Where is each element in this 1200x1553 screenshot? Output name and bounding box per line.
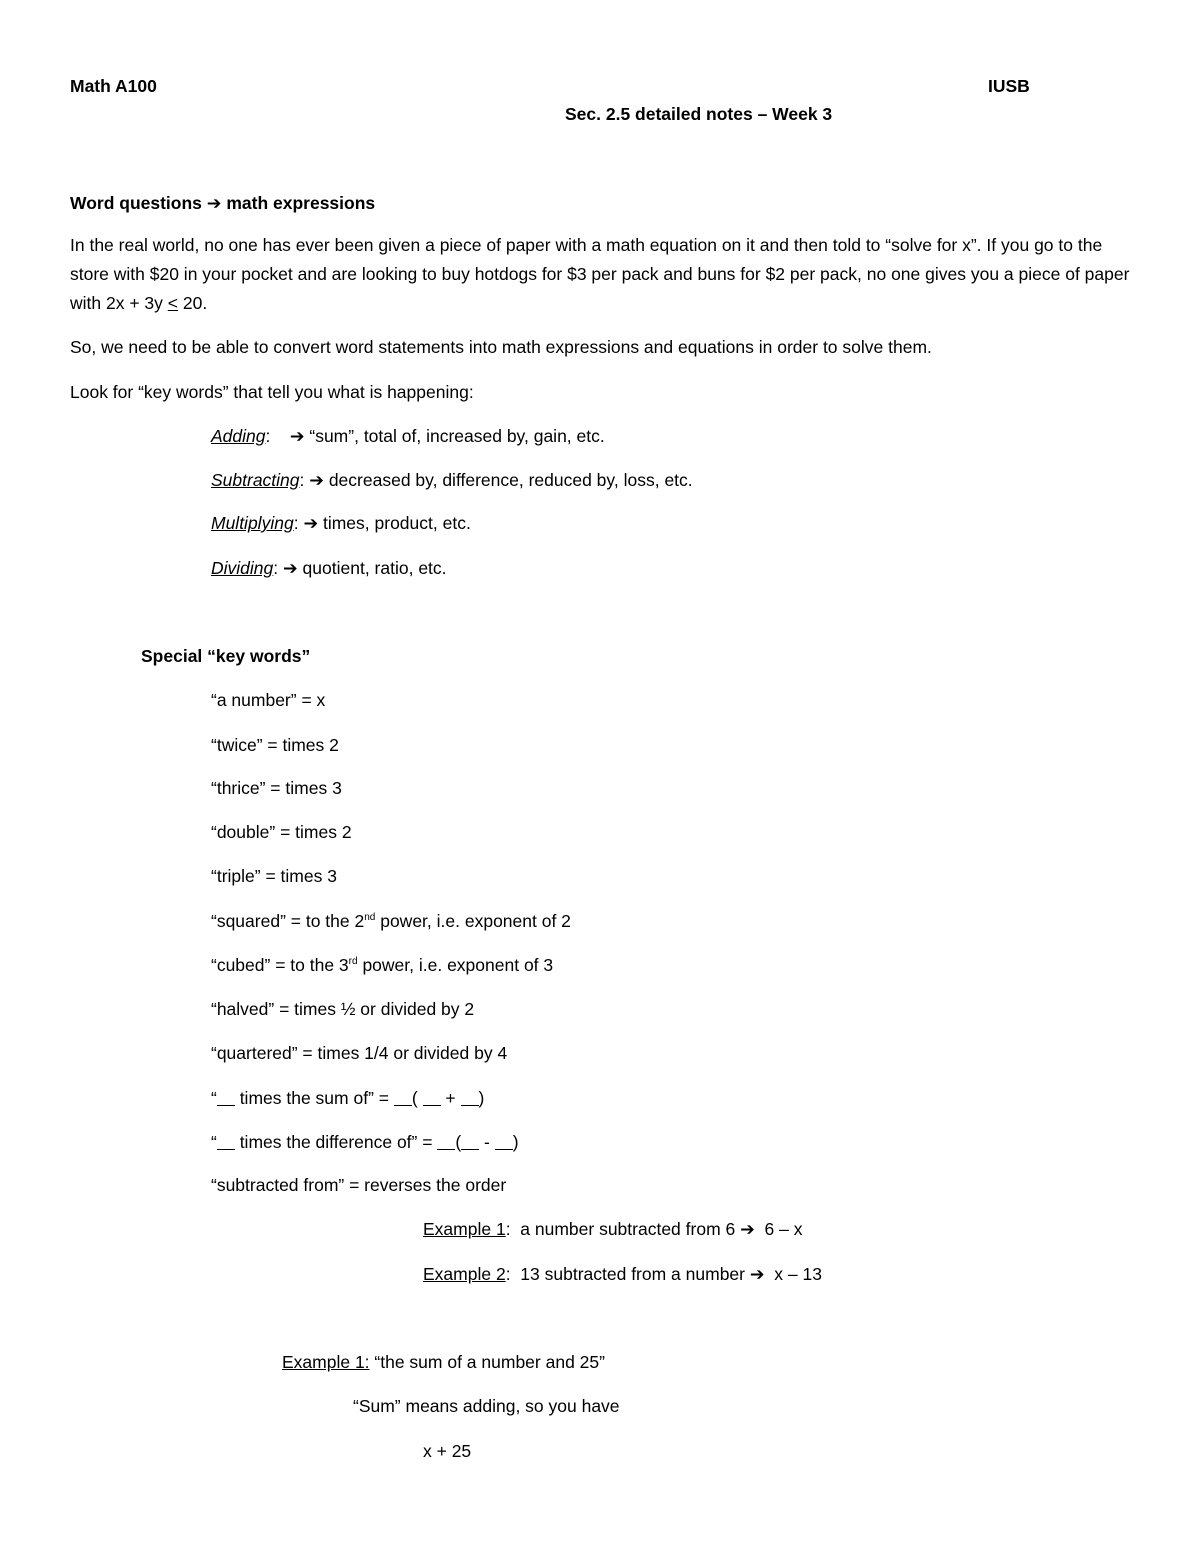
subtracted-example-1	[423, 1218, 802, 1240]
heading-end: math expressions	[226, 193, 376, 213]
key-word-times-sum-of	[211, 1087, 484, 1109]
operation-term: Adding	[211, 426, 266, 446]
example-text: “the sum of a number and 25”	[369, 1352, 605, 1372]
key-word-item: “triple” = times 3	[211, 866, 337, 886]
difference-of-close: )	[512, 1132, 519, 1152]
sum-of-paren: (	[411, 1088, 423, 1108]
arrow-icon: ➔	[206, 193, 222, 213]
key-word-subtracted-from: “subtracted from” = reverses the order	[211, 1175, 507, 1195]
key-word-times-difference-of	[211, 1131, 519, 1153]
example-text: 13 subtracted from a number	[510, 1264, 750, 1284]
cubed-sup: rd	[348, 956, 358, 967]
blank-line	[461, 1135, 479, 1150]
operation-term: Multiplying	[211, 513, 294, 533]
heading-start: Word questions	[70, 193, 202, 213]
sum-of-plus: +	[440, 1088, 461, 1108]
key-word-item: “twice” = times 2	[211, 735, 339, 755]
key-word-item: “thrice” = times 3	[211, 778, 342, 798]
final-example-explanation: “Sum” means adding, so you have	[353, 1396, 620, 1416]
sum-of-close: )	[478, 1088, 485, 1108]
example-label: Example 2	[423, 1264, 506, 1284]
open-quote: “	[211, 1088, 217, 1108]
key-words-paragraph: Look for “key words” that tell you what is happening:	[70, 382, 474, 402]
operation-dividing	[211, 557, 447, 579]
operation-subtracting	[211, 469, 693, 491]
difference-of-paren: (	[455, 1132, 462, 1152]
operation-adding	[211, 425, 605, 447]
arrow-icon: ➔	[749, 1264, 765, 1284]
key-word-halved: “halved” = times ½ or divided by 2	[211, 999, 475, 1019]
sum-of-text: times the sum of” =	[234, 1088, 394, 1108]
operation-sep: :	[299, 470, 305, 490]
example-result: x – 13	[764, 1264, 822, 1284]
squared-sup: nd	[364, 912, 376, 923]
page-subtitle: Sec. 2.5 detailed notes – Week 3	[565, 104, 833, 124]
squared-text-b: power, i.e. exponent of 2	[375, 911, 571, 931]
section-heading-word-questions	[70, 192, 375, 214]
blank-line	[461, 1091, 479, 1106]
operation-desc: “sum”, total of, increased by, gain, etc.	[309, 426, 605, 446]
blank-line	[217, 1091, 235, 1106]
arrow-icon: ➔	[303, 513, 319, 533]
school-name: IUSB	[988, 76, 1030, 96]
cubed-text-a: “cubed” = to the 3	[211, 955, 349, 975]
arrow-icon: ➔	[289, 426, 305, 446]
convert-paragraph: So, we need to be able to convert word statements into math expressions and equations in order to solve them.	[70, 337, 932, 357]
final-example-1	[282, 1351, 605, 1373]
operation-desc: decreased by, difference, reduced by, loss, etc.	[328, 470, 693, 490]
subtracted-example-2	[423, 1263, 822, 1285]
blank-line	[423, 1091, 441, 1106]
key-word-cubed	[211, 954, 553, 976]
blank-line	[217, 1135, 235, 1150]
operation-term: Dividing	[211, 558, 274, 578]
arrow-icon: ➔	[283, 558, 298, 578]
section-heading-special-key-words: Special “key words”	[141, 646, 311, 666]
operation-desc: times, product, etc.	[322, 513, 471, 533]
operation-sep: :	[293, 513, 299, 533]
difference-of-text: times the difference of” =	[234, 1132, 438, 1152]
key-word-squared	[211, 910, 571, 932]
final-example-expression: x + 25	[423, 1441, 472, 1461]
operation-multiplying	[211, 512, 471, 534]
example-colon: :	[505, 1264, 511, 1284]
intro-paragraph	[70, 231, 1135, 318]
course-title: Math A100	[70, 76, 157, 96]
para1-text-a: In the real world, no one has ever been given a piece of paper with a math equation on it and then told to “solve for x”. If you go to the store with $20 in your pocket and are looking to buy hotdogs for $3 per pack and buns for $2 per pack, no one gives you a piece of paper with 2x + 3y	[70, 235, 1130, 313]
key-word-quartered: “quartered” = times 1/4 or divided by 4	[211, 1043, 508, 1063]
operation-sep: :	[273, 558, 279, 578]
example-colon: :	[505, 1219, 511, 1239]
example-label: Example 1	[423, 1219, 506, 1239]
arrow-icon: ➔	[740, 1219, 755, 1239]
operation-desc: quotient, ratio, etc.	[302, 558, 447, 578]
squared-text-a: “squared” = to the 2	[211, 911, 365, 931]
blank-line	[437, 1135, 455, 1150]
operation-sep: :	[265, 426, 271, 446]
difference-of-minus: -	[479, 1132, 495, 1152]
less-than-or-equal-symbol: <	[167, 293, 178, 313]
open-quote: “	[211, 1132, 217, 1152]
blank-line	[495, 1135, 513, 1150]
example-text: a number subtracted from 6	[510, 1219, 741, 1239]
key-word-item: “a number” = x	[211, 690, 326, 710]
para1-text-b: 20.	[178, 293, 208, 313]
blank-line	[394, 1091, 412, 1106]
cubed-text-b: power, i.e. exponent of 3	[357, 955, 554, 975]
arrow-icon: ➔	[309, 470, 324, 490]
example-result: 6 – x	[754, 1219, 803, 1239]
operation-term: Subtracting	[211, 470, 300, 490]
key-word-item: “double” = times 2	[211, 822, 352, 842]
example-label: Example 1:	[282, 1352, 370, 1372]
